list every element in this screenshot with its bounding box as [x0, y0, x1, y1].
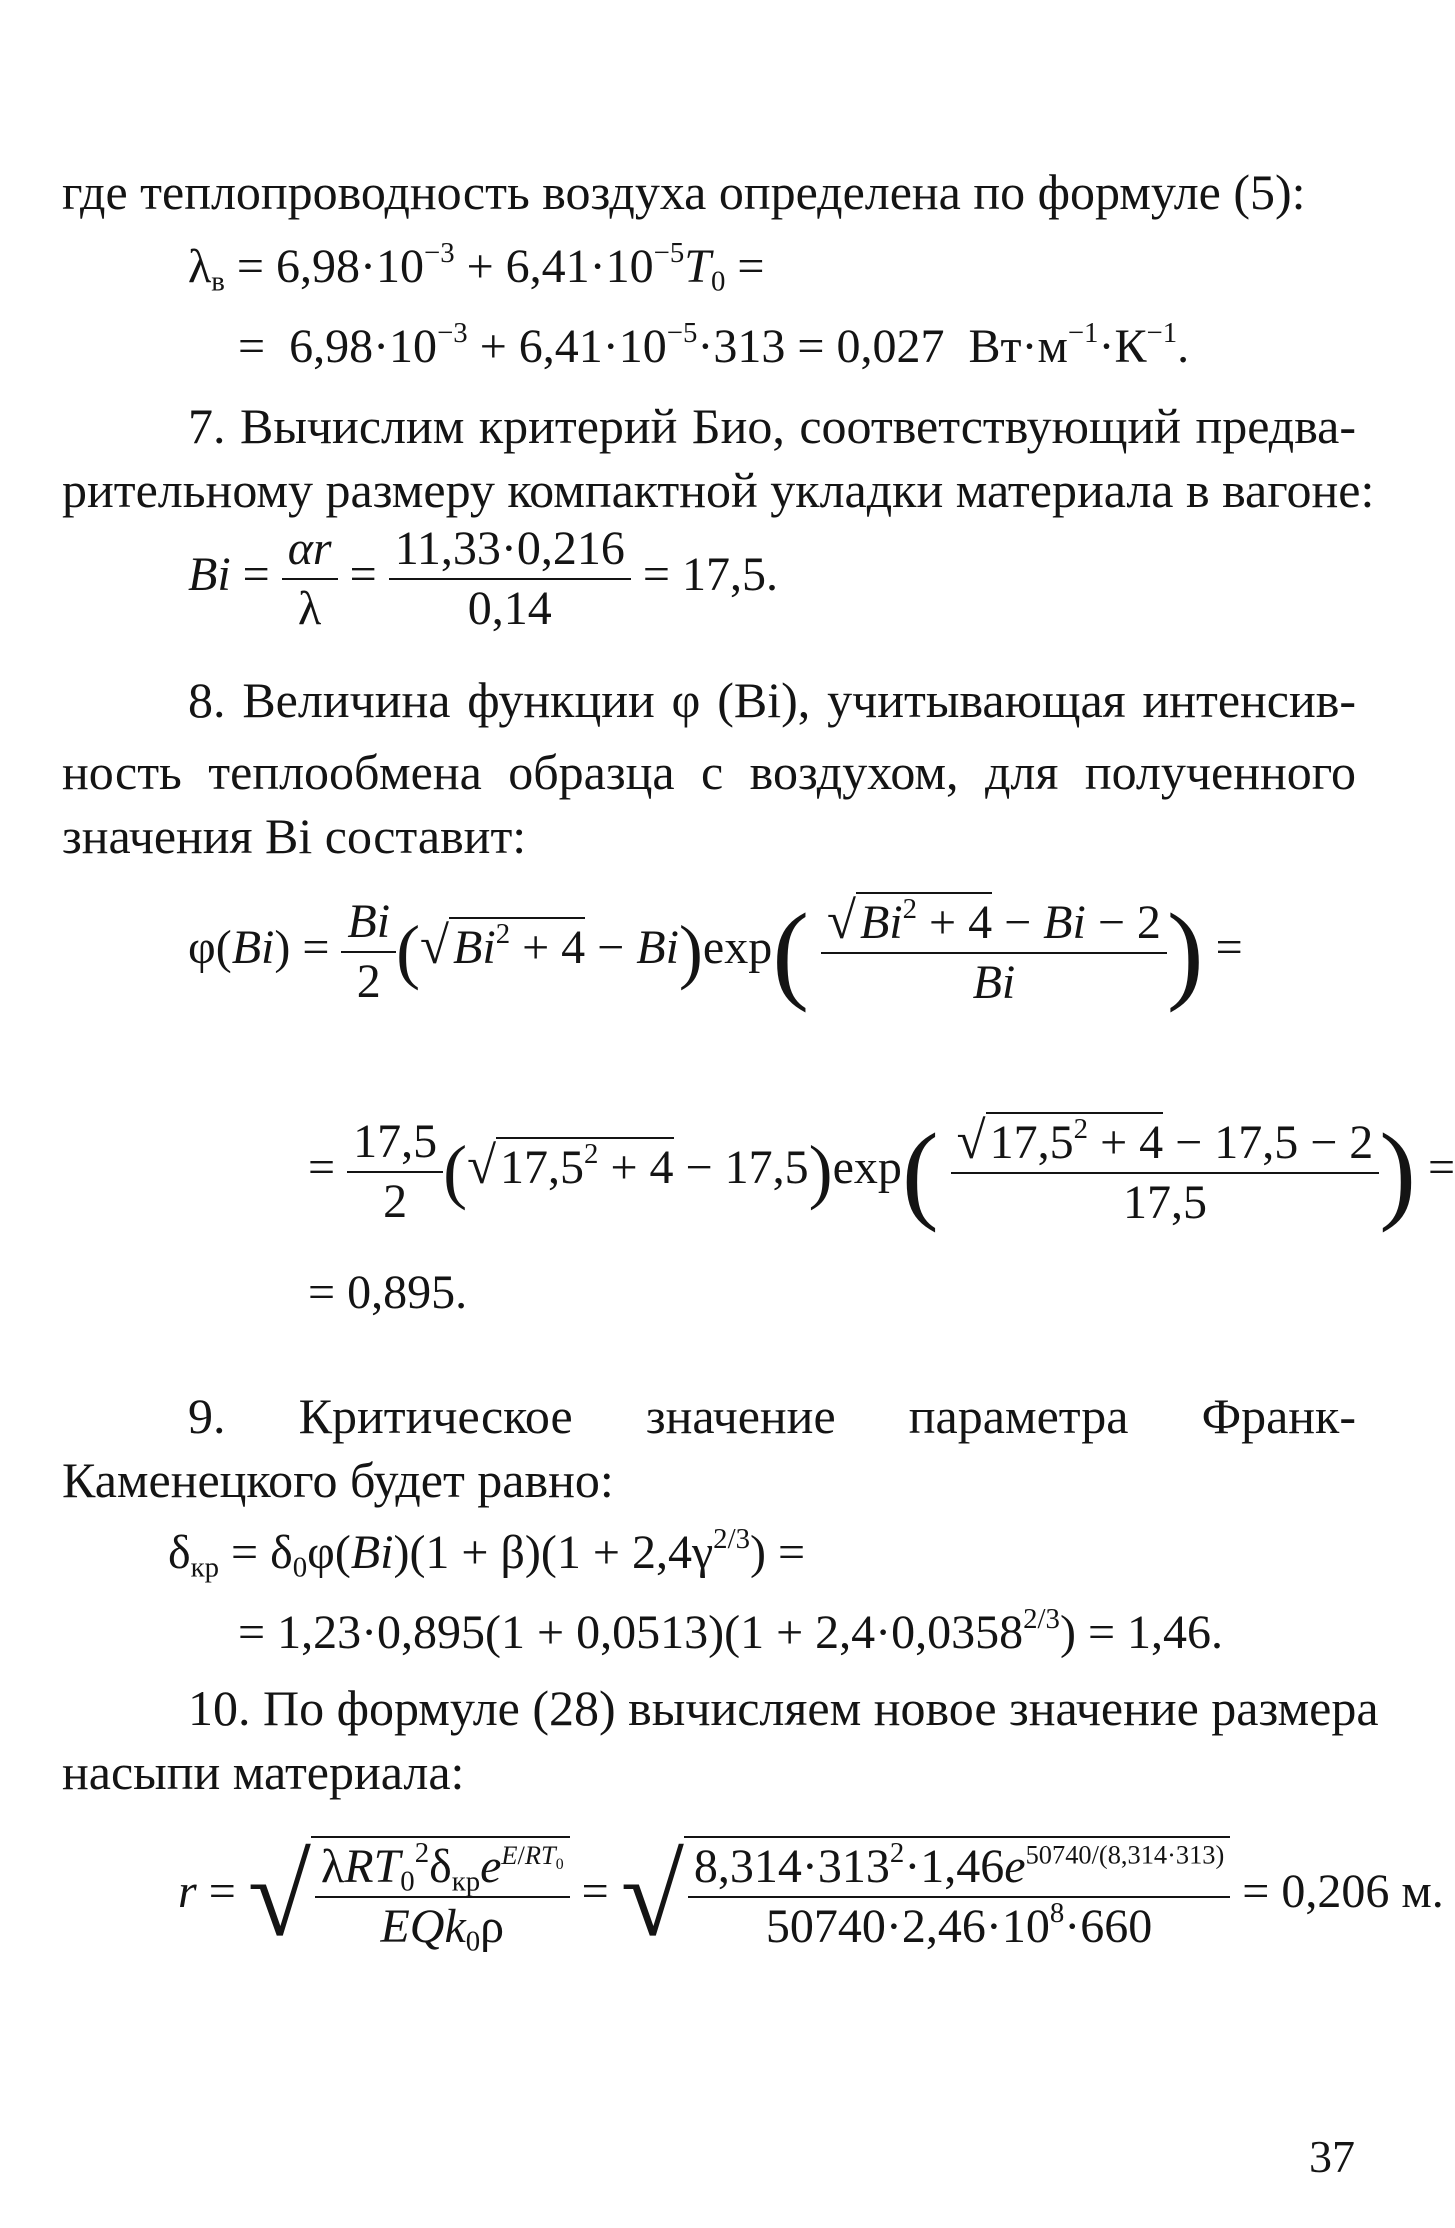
step10-line1: 10. По формуле (28) вычисляем новое значение размера	[188, 1680, 1379, 1736]
step7-line1: 7. Вычислим критерий Био, соответствующий предва-	[188, 398, 1356, 454]
equation-lambda-2: = $6,98\cdot 10^{-3} + 6,41\cdot 10^{-5}\cdot 313 = 0,027$ $Вт\cdot м^{-1}\cdot К^{-1}$.	[238, 316, 1190, 373]
equation-phi-result: = 0,895.	[308, 1266, 468, 1319]
step9-line1: 9. Критическое значение параметра Франк-	[188, 1388, 1356, 1444]
equation-biot: Bi = $\frac{\alpha r}{\lambda}$ = $\frac{11,33\cdot 0,216}{0,14}$ = 17,5.	[188, 520, 778, 638]
step7-line2: рительному размеру компактной укладки материала в вагоне:	[62, 462, 1375, 518]
equation-r: r = √ $\frac{\lambda RT_0^2\delta_{кр}e^{E/RT_0}}{EQk_0\rho}$ = √ $\frac{8,314\cdot 313^2\cdot 1,46e^{50740/(8,314\cdot 313)}}{50740\cdot 2,46\cdot 10^8\cdot 660}$ = 0,206 м.	[178, 1832, 1444, 1960]
step9-line2: Каменецкого будет равно:	[62, 1452, 614, 1508]
equation-delta-general: $\delta_{кр} = \delta_0\varphi(Bi)(1 + \beta)(1 + 2,4\gamma^{2/3})$ =	[168, 1522, 806, 1584]
step10-line2: насыпи материала:	[62, 1744, 465, 1800]
equation-lambda-1: $\lambda_в = 6,98\cdot 10^{-3} + 6,41\cdot 10^{-5}T_0$ =	[188, 236, 765, 298]
equation-phi-general: φ(Bi) = $\frac{Bi}{2}$ $(√Bi^2 + 4 - Bi)\exp$( $\frac{√Bi^2 + 4 - Bi - 2}{Bi}$ ) =	[188, 890, 1243, 1013]
step8-line2: ность теплообмена образца с воздухом, для полученного	[62, 744, 1356, 800]
step8-line1: 8. Величина функции φ (Bi), учитывающая интенсив-	[188, 672, 1356, 728]
intro-line: где теплопроводность воздуха определена по формуле (5):	[62, 164, 1306, 220]
page-number: 37	[1309, 2131, 1355, 2182]
equation-delta-numeric: = $1,23\cdot 0,895(1 + 0,0513)(1 + 2,4\cdot 0,0358^{2/3}) = 1,46$.	[238, 1602, 1224, 1659]
step8-line3: значения Bi составит:	[62, 808, 527, 864]
equation-phi-numeric: = $\frac{17,5}{2}$ $(√17,5^2 + 4 - 17,5)\exp$( $\frac{√17,5^2 + 4 - 17,5 - 2}{17,5}$ ) =	[308, 1110, 1455, 1233]
